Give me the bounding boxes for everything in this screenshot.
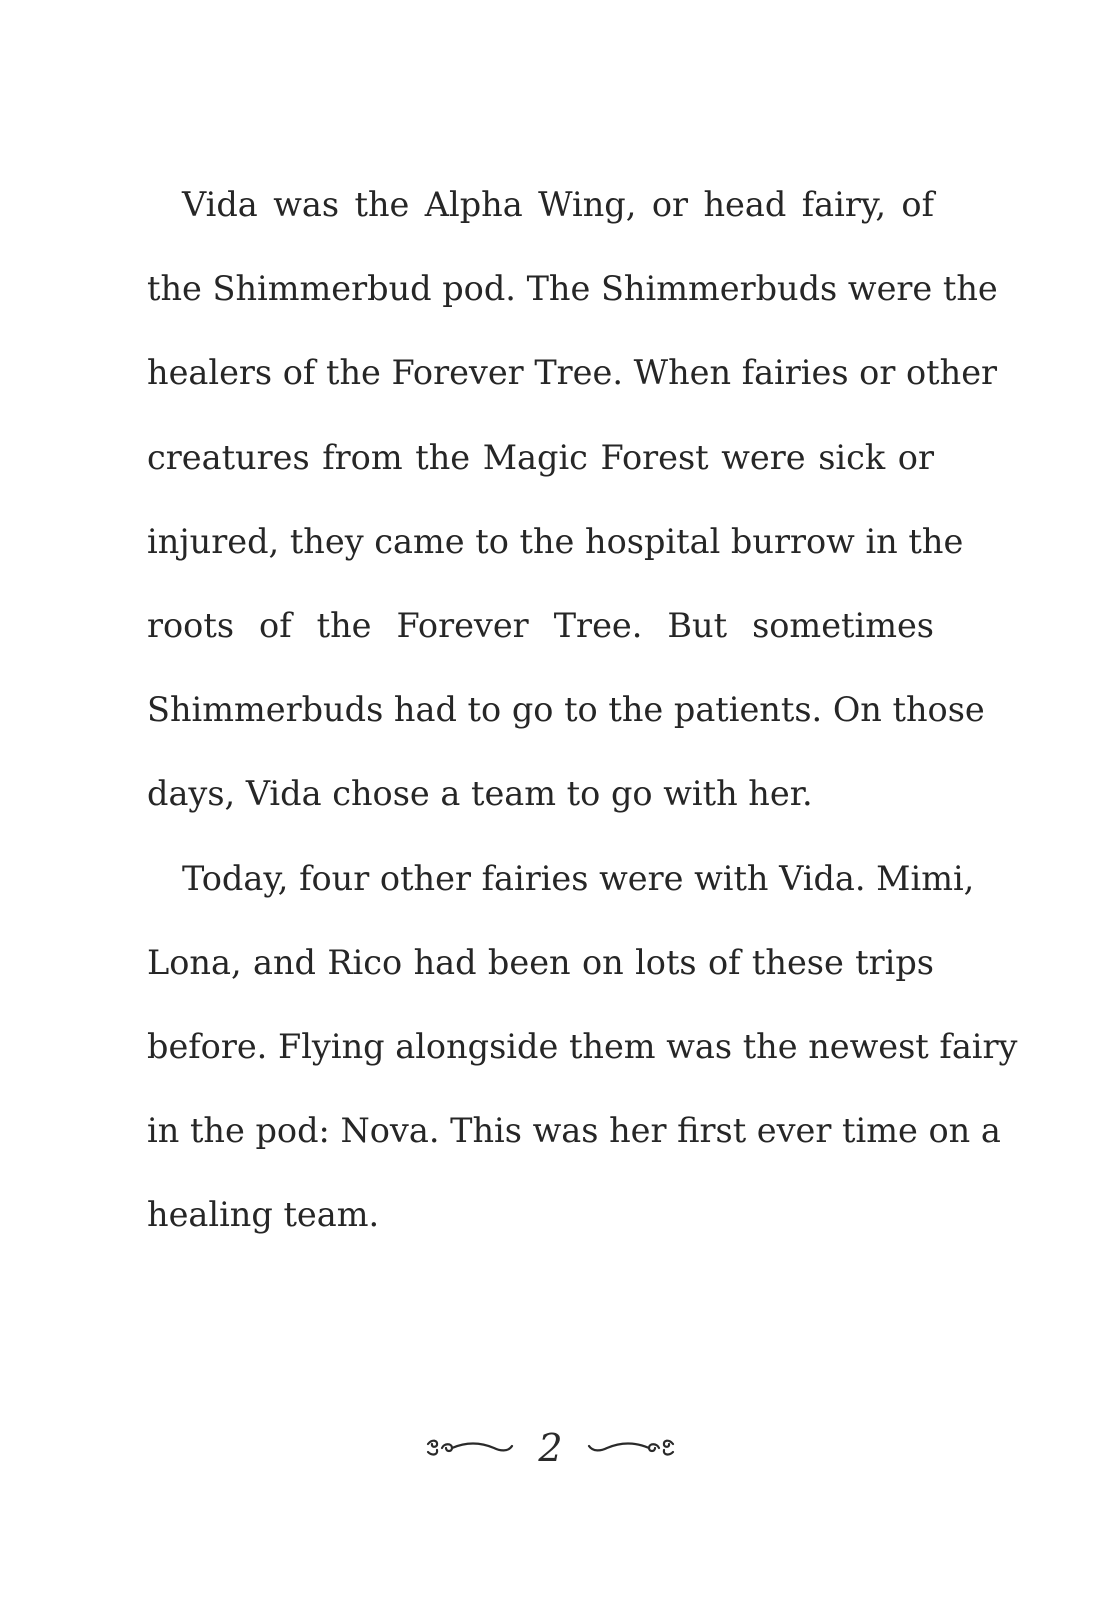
swirl-flourish-right-icon (585, 1433, 677, 1463)
swirl-flourish-left-icon (424, 1433, 516, 1463)
text-line: before. Flying alongside them was the newest fairy (147, 1026, 1018, 1066)
body-text (147, 174, 1018, 1268)
text-line: roots of the Forever Tree. But sometimes (147, 605, 934, 645)
text-line: in the pod: Nova. This was her first ever time on a (147, 1111, 1001, 1151)
text-line: creatures from the Magic Forest were sick or (147, 437, 934, 477)
text-line: days, Vida chose a team to go with her. (147, 774, 813, 814)
page-number: 2 (538, 1426, 563, 1470)
text-line: Vida was the Alpha Wing, or head fairy, of (182, 185, 934, 224)
page-footer (0, 1420, 1101, 1476)
text-line: Lona, and Rico had been on lots of these trips (147, 942, 934, 982)
text-line: Today, four other fairies were with Vida. Mimi, (182, 858, 975, 898)
text-line: the Shimmerbud pod. The Shimmerbuds were the (147, 269, 998, 309)
text-line: Shimmerbuds had to go to the patients. On those (147, 690, 985, 730)
text-line: healing team. (147, 1195, 380, 1235)
text-line: injured, they came to the hospital burrow in the (147, 521, 964, 561)
text-line: healers of the Forever Tree. When fairies or other (147, 353, 998, 393)
